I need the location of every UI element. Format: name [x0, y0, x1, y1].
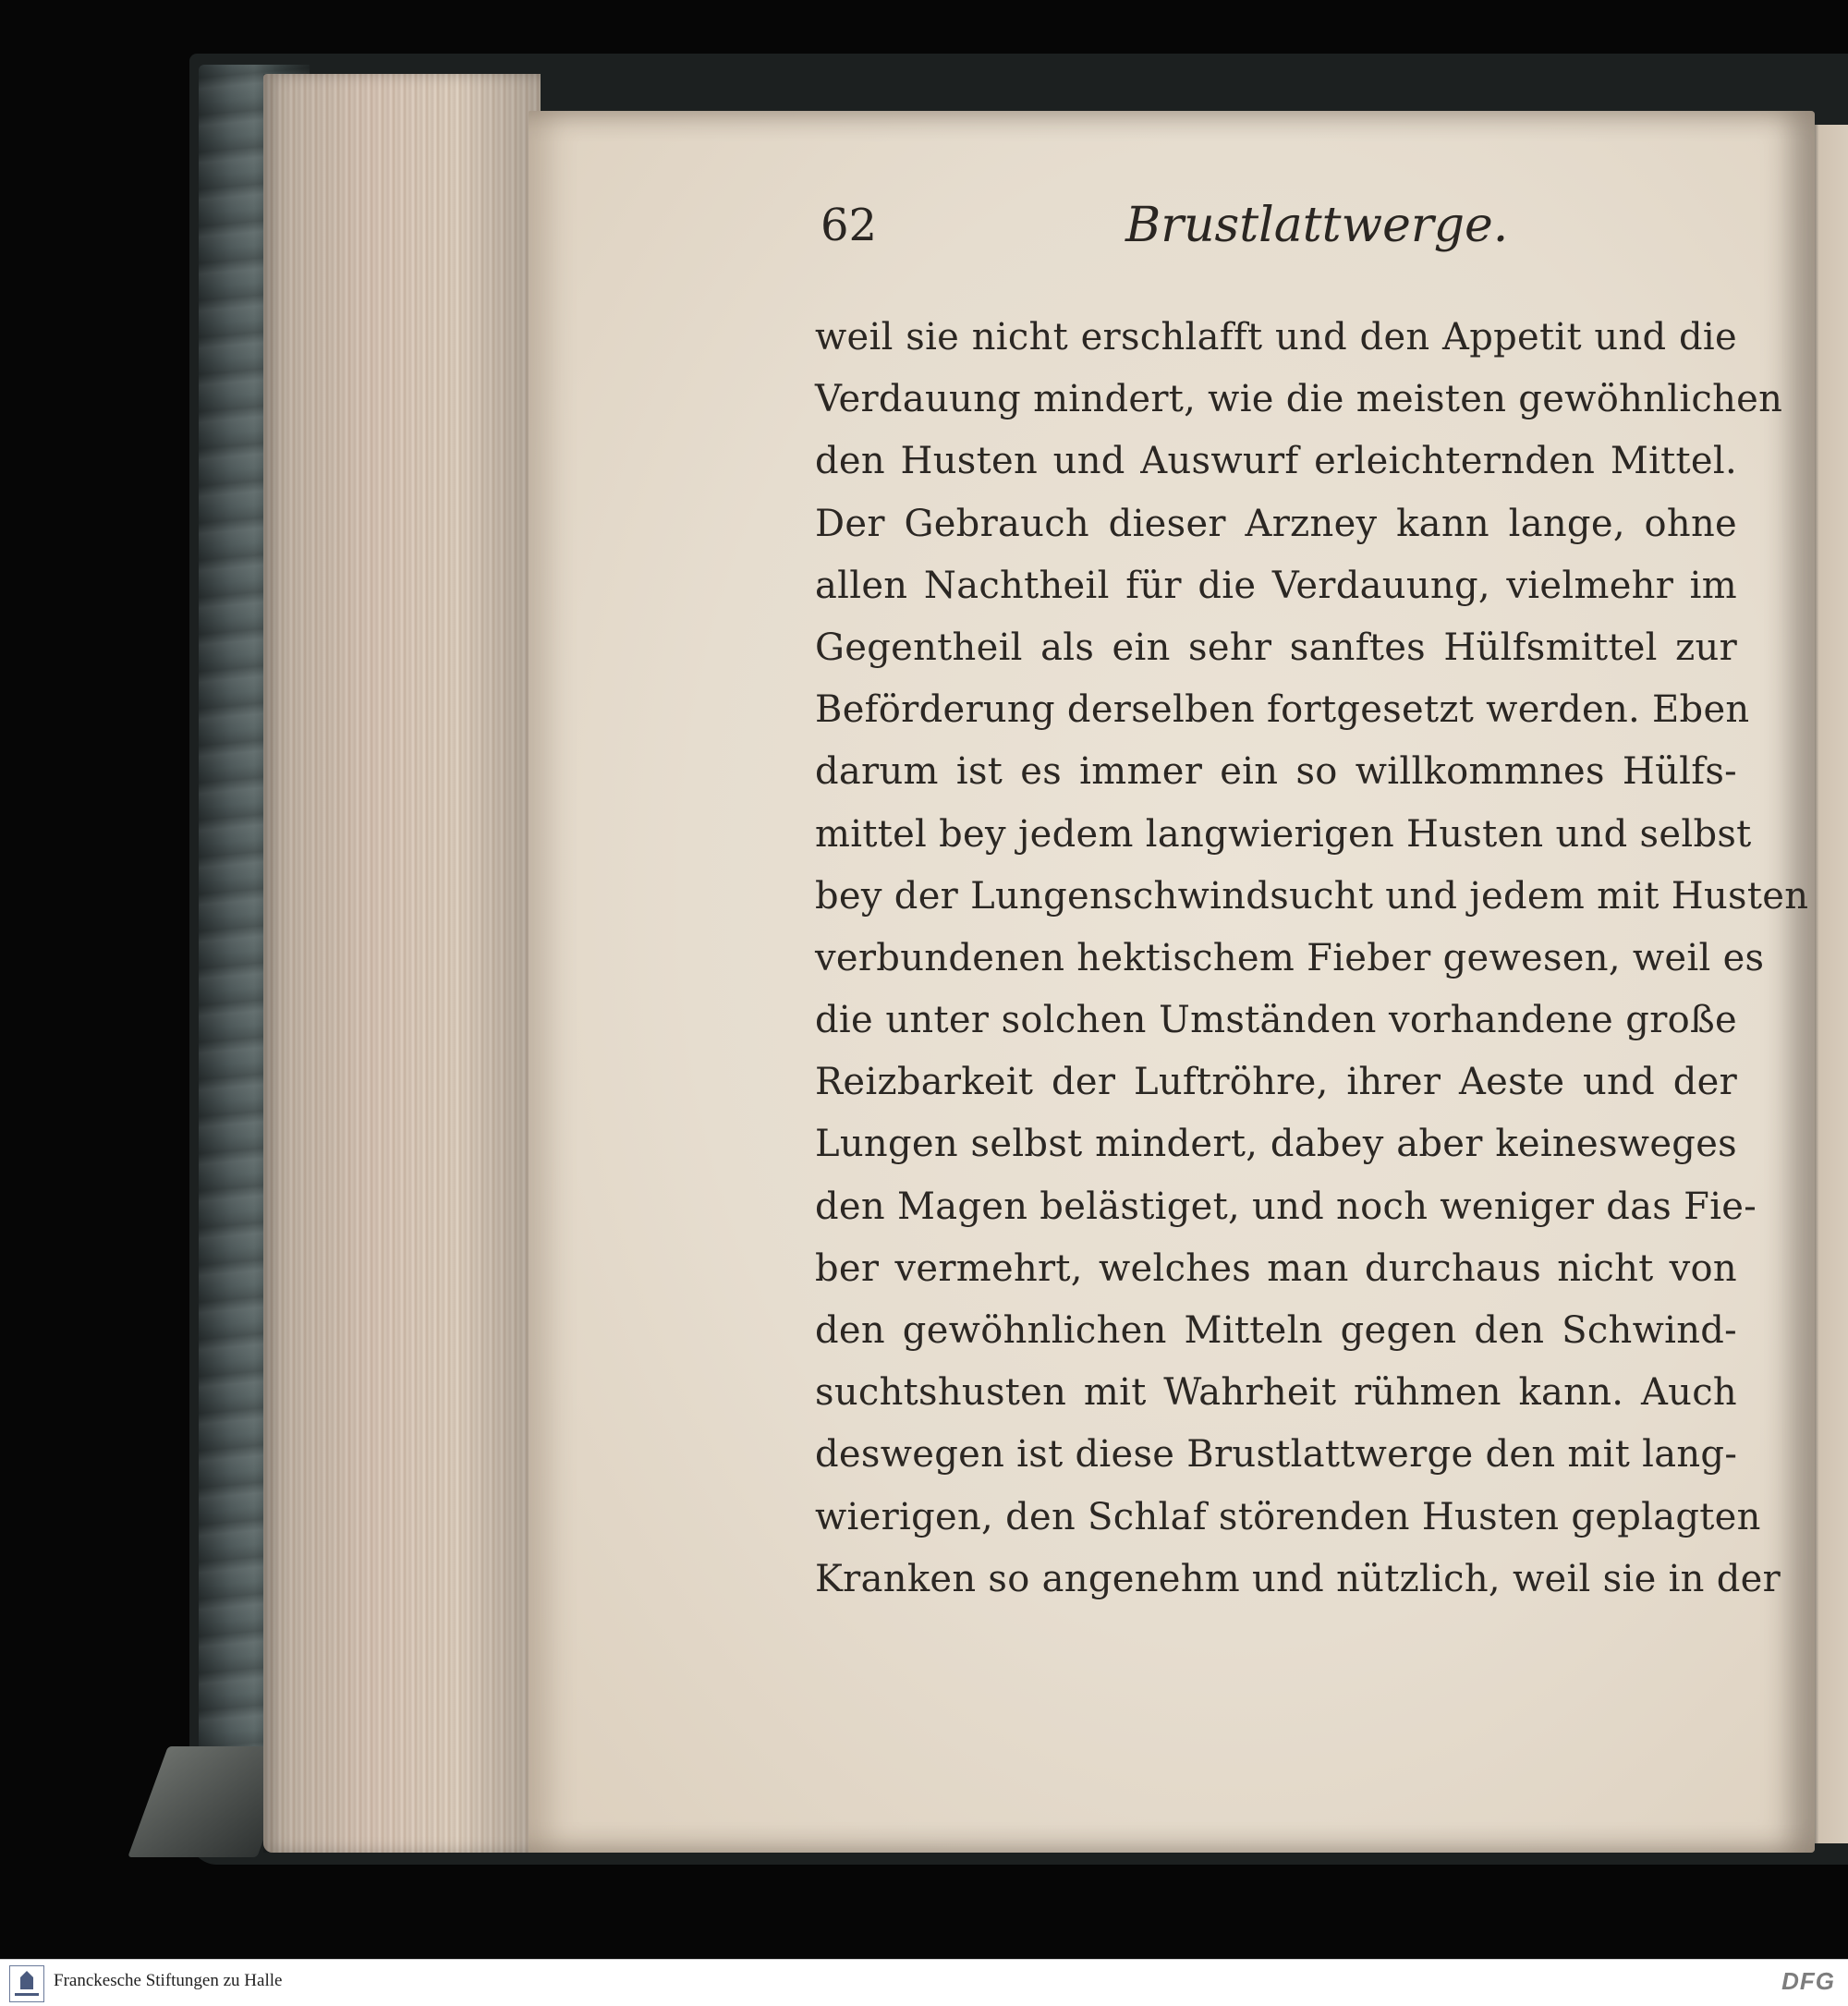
text-line: Verdauung mindert, wie die meisten gewöhnlichen: [815, 378, 1783, 421]
text-line: die unter solchen Umständen vorhandene große: [815, 999, 1737, 1042]
text-line: verbundenen hektischem Fieber gewesen, weil es: [815, 936, 1765, 979]
running-head: Brustlattwerge.: [1125, 198, 1509, 253]
page-edges-shade: [263, 74, 541, 1853]
text-line: allen Nachtheil für die Verdauung, vielmehr im: [815, 564, 1737, 607]
body-text: [815, 307, 1809, 1611]
text-line: Lungen selbst mindert, dabey aber keinesweges: [815, 1123, 1737, 1166]
page-header: [821, 196, 1745, 270]
text-line: den Husten und Auswurf erleichternden Mittel.: [815, 440, 1737, 483]
viewer-footer: [0, 1959, 1848, 2006]
text-line: den Magen belästiget, und noch weniger das Fie-: [815, 1185, 1757, 1228]
text-line: Kranken so angenehm und nützlich, weil sie in der: [815, 1557, 1781, 1600]
text-line: Beförderung derselben fortgesetzt werden. Eben: [815, 688, 1750, 732]
text-line: deswegen ist diese Brustlattwerge den mit lang-: [815, 1433, 1738, 1477]
dfg-logo[interactable]: DFG: [1781, 1967, 1835, 1995]
text-line: darum ist es immer ein so willkommnes Hülfs-: [815, 750, 1737, 794]
institution-name[interactable]: Franckesche Stiftungen zu Halle: [54, 1971, 283, 1990]
text-line: den gewöhnlichen Mitteln gegen den Schwind-: [815, 1309, 1737, 1352]
text-line: mittel bey jedem langwierigen Husten und selbst: [815, 812, 1752, 856]
text-line: wierigen, den Schlaf störenden Husten geplagten: [815, 1495, 1761, 1538]
text-line: bey der Lungenschwindsucht und jedem mit Husten: [815, 874, 1809, 918]
text-line: ber vermehrt, welches man durchaus nicht von: [815, 1246, 1737, 1290]
text-line: Reizbarkeit der Luftröhre, ihrer Aeste und der: [815, 1061, 1737, 1104]
text-line: suchtshusten mit Wahrheit rühmen kann. Auch: [815, 1371, 1737, 1415]
franckesche-logo-icon[interactable]: [9, 1965, 44, 2002]
facing-page-edge: [1809, 125, 1848, 1843]
page-number: 62: [821, 200, 878, 251]
text-line: Der Gebrauch dieser Arzney kann lange, ohne: [815, 502, 1737, 545]
text-line: Gegentheil als ein sehr sanftes Hülfsmittel zur: [815, 626, 1737, 669]
text-line: weil sie nicht erschlafft und den Appetit und die: [815, 316, 1737, 359]
